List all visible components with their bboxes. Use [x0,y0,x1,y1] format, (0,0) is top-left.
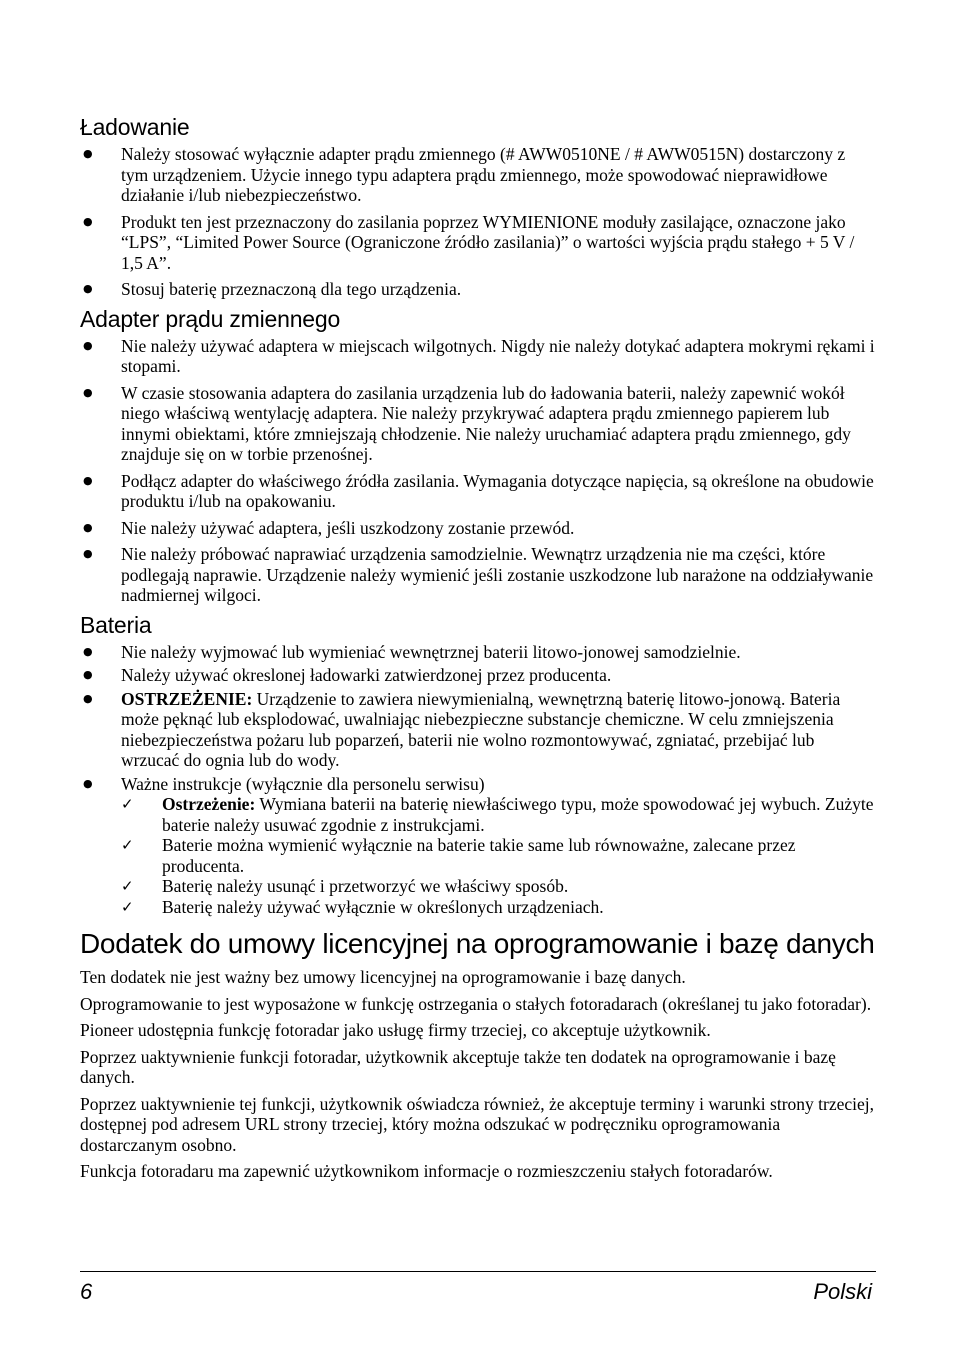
bullet-icon: ● [83,520,93,534]
check-item-text: Baterię należy używać wyłącznie w określonych urządzeniach. [162,896,604,917]
checkmark-icon: ✓ [121,897,134,916]
bullet-icon: ● [83,668,93,681]
paragraph: Funkcja fotoradaru ma zapewnić użytkownikom informacje o rozmieszczeniu stałych fotoradarów. [80,1161,773,1181]
bullet-icon: ● [83,385,93,399]
list-item [80,383,876,465]
list-item [80,144,876,206]
bullet-icon: ● [83,147,93,160]
paragraph: Oprogramowanie to jest wyposażone w funkcję ostrzegania o stałych fotoradarach (określanej tu jako fotoradar). [80,993,872,1014]
footer-language: Polski [813,1279,872,1304]
check-item-text: Baterię należy usunąć i przetworzyć we właściwy sposób. [162,876,569,896]
checkmark-icon: ✓ [121,836,134,854]
warning-text: Urządzenie to zawiera niewymienialną, wewnętrzną baterię litowo-jonową. Bateria może pęknąć lub eksplodować, uwalniając niebezpieczne substancje chemiczne. W celu zmniejszenia niebezpieczeństwa pożaru lub poparzeń, baterii nie wolno rozmontowywać, zgniatać, przebijać lub wrzucać do ognia lub do wody. [121,688,841,770]
appendix-title: Dodatek do umowy licencyjnej na oprogramowanie i bazę danych [80,928,875,959]
page-number: 6 [80,1279,93,1304]
list-item-text: Nie należy próbować naprawiać urządzenia samodzielnie. Wewnątrz urządzenia nie ma części, które podlegają naprawie. Urządzenie należy wymienić jeśli zostanie uszkodzone lub narażone na oddziaływanie nadmiernej wilgoci. [121,544,874,605]
bullet-icon: ● [83,214,93,228]
list-item [80,212,876,274]
bullet-icon: ● [83,547,93,560]
section-adapter [80,306,876,606]
bullet-icon: ● [83,691,93,705]
checkmark-icon: ✓ [121,795,134,813]
list-item [80,665,876,686]
document-page [80,108,876,1188]
list-item [80,544,876,606]
check-item [121,897,876,918]
list-item-text: Nie należy wyjmować lub wymieniać wewnętrznej baterii litowo-jonowej samodzielnie. [121,641,741,662]
list-item-text: Należy stosować wyłącznie adapter prądu zmiennego (# AWW0510NE / # AWW0515N) dostarczony z tym urządzeniem. Użycie innego typu adaptera prądu zmiennego, może spowodować nieprawidłowe działanie i/lub niebezpieczeństwo. [121,144,846,205]
check-item [121,794,876,835]
list-item [80,774,876,918]
list-item-text: Produkt ten jest przeznaczony do zasilania poprzez WYMIENIONE moduły zasilające, oznaczone jako “LPS”, “Limited Power Source (Ograniczone źródło zasilania)” o wartości wyjścia prądu stałego + 5 V / 1,5 A”. [121,211,855,273]
instructions-label: Ważne instrukcje (wyłącznie dla personelu serwisu) [121,773,485,794]
bullet-list [80,336,876,606]
page-footer [80,1271,876,1305]
list-item-text: Należy używać okreslonej ładowarki zatwierdzonej przez producenta. [121,665,612,685]
list-item [80,471,876,512]
check-list [121,794,876,917]
section-heading: Bateria [80,611,152,638]
section-heading: Ładowanie [80,114,190,140]
bullet-icon: ● [83,282,93,295]
bullet-icon: ● [83,776,93,790]
section-ladowanie [80,114,876,300]
section-appendix [80,927,876,1182]
bullet-list [80,642,876,918]
list-item-text: Podłącz adapter do właściwego źródła zasilania. Wymagania dotyczące napięcia, są określone na obudowie produktu i/lub na opakowaniu. [121,470,874,511]
sub-warning-text: Wymiana baterii na baterię niewłaściwego typu, może spowodować jej wybuch. Zużyte baterie należy usuwać zgodnie z instrukcjami. [162,794,874,835]
section-bateria [80,612,876,918]
list-item [80,518,876,539]
section-heading: Adapter prądu zmiennego [80,305,341,332]
list-item [80,689,876,771]
bullet-icon: ● [83,644,93,658]
check-item [121,835,876,876]
paragraph: Ten dodatek nie jest ważny bez umowy licencyjnej na oprogramowanie i bazę danych. [80,967,686,987]
check-item [121,876,876,897]
bullet-list [80,144,876,300]
bullet-icon: ● [83,338,93,352]
paragraph: Poprzez uaktywnienie tej funkcji, użytkownik oświadcza również, że akceptuje terminy i warunki strony trzeciej, dostępnej pod adresem URL strony trzeciej, który można odszukać w podręczniku oprogramowania dostarczanym osobno. [80,1093,875,1155]
sub-warning-label: Ostrzeżenie: [162,794,256,814]
check-item-text: Baterie można wymienić wyłącznie na baterie takie same lub równoważne, zalecane przez producenta. [162,835,796,876]
warning-label: OSTRZEŻENIE: [121,688,253,709]
list-item [80,279,876,300]
list-item-text: Stosuj baterię przeznaczoną dla tego urządzenia. [121,279,462,299]
paragraph: Poprzez uaktywnienie funkcji fotoradar, użytkownik akceptuje także ten dodatek na oprogramowanie i bazę danych. [80,1046,836,1087]
list-item-text: Nie należy używać adaptera w miejscach wilgotnych. Nigdy nie należy dotykać adaptera mokrymi rękami i stopami. [121,335,875,376]
list-item [80,336,876,377]
list-item-text: W czasie stosowania adaptera do zasilania urządzenia lub do ładowania baterii, należy zapewnić wokół niego właściwą wentylację adaptera. Nie należy przykrywać adaptera prądu zmiennego papierem lub innymi obiektami, które zmniejszają chłodzenie. Nie należy uruchamiać adaptera prądu zmiennego, gdy znajduje się on w torbie przenośnej. [121,382,851,464]
list-item-text: Nie należy używać adaptera, jeśli uszkodzony zostanie przewód. [121,517,575,538]
paragraph: Pioneer udostępnia funkcję fotoradar jako usługę firmy trzeciej, co akceptuje użytkownik. [80,1020,711,1040]
list-item [80,642,876,663]
checkmark-icon: ✓ [121,877,134,895]
bullet-icon: ● [83,473,93,487]
